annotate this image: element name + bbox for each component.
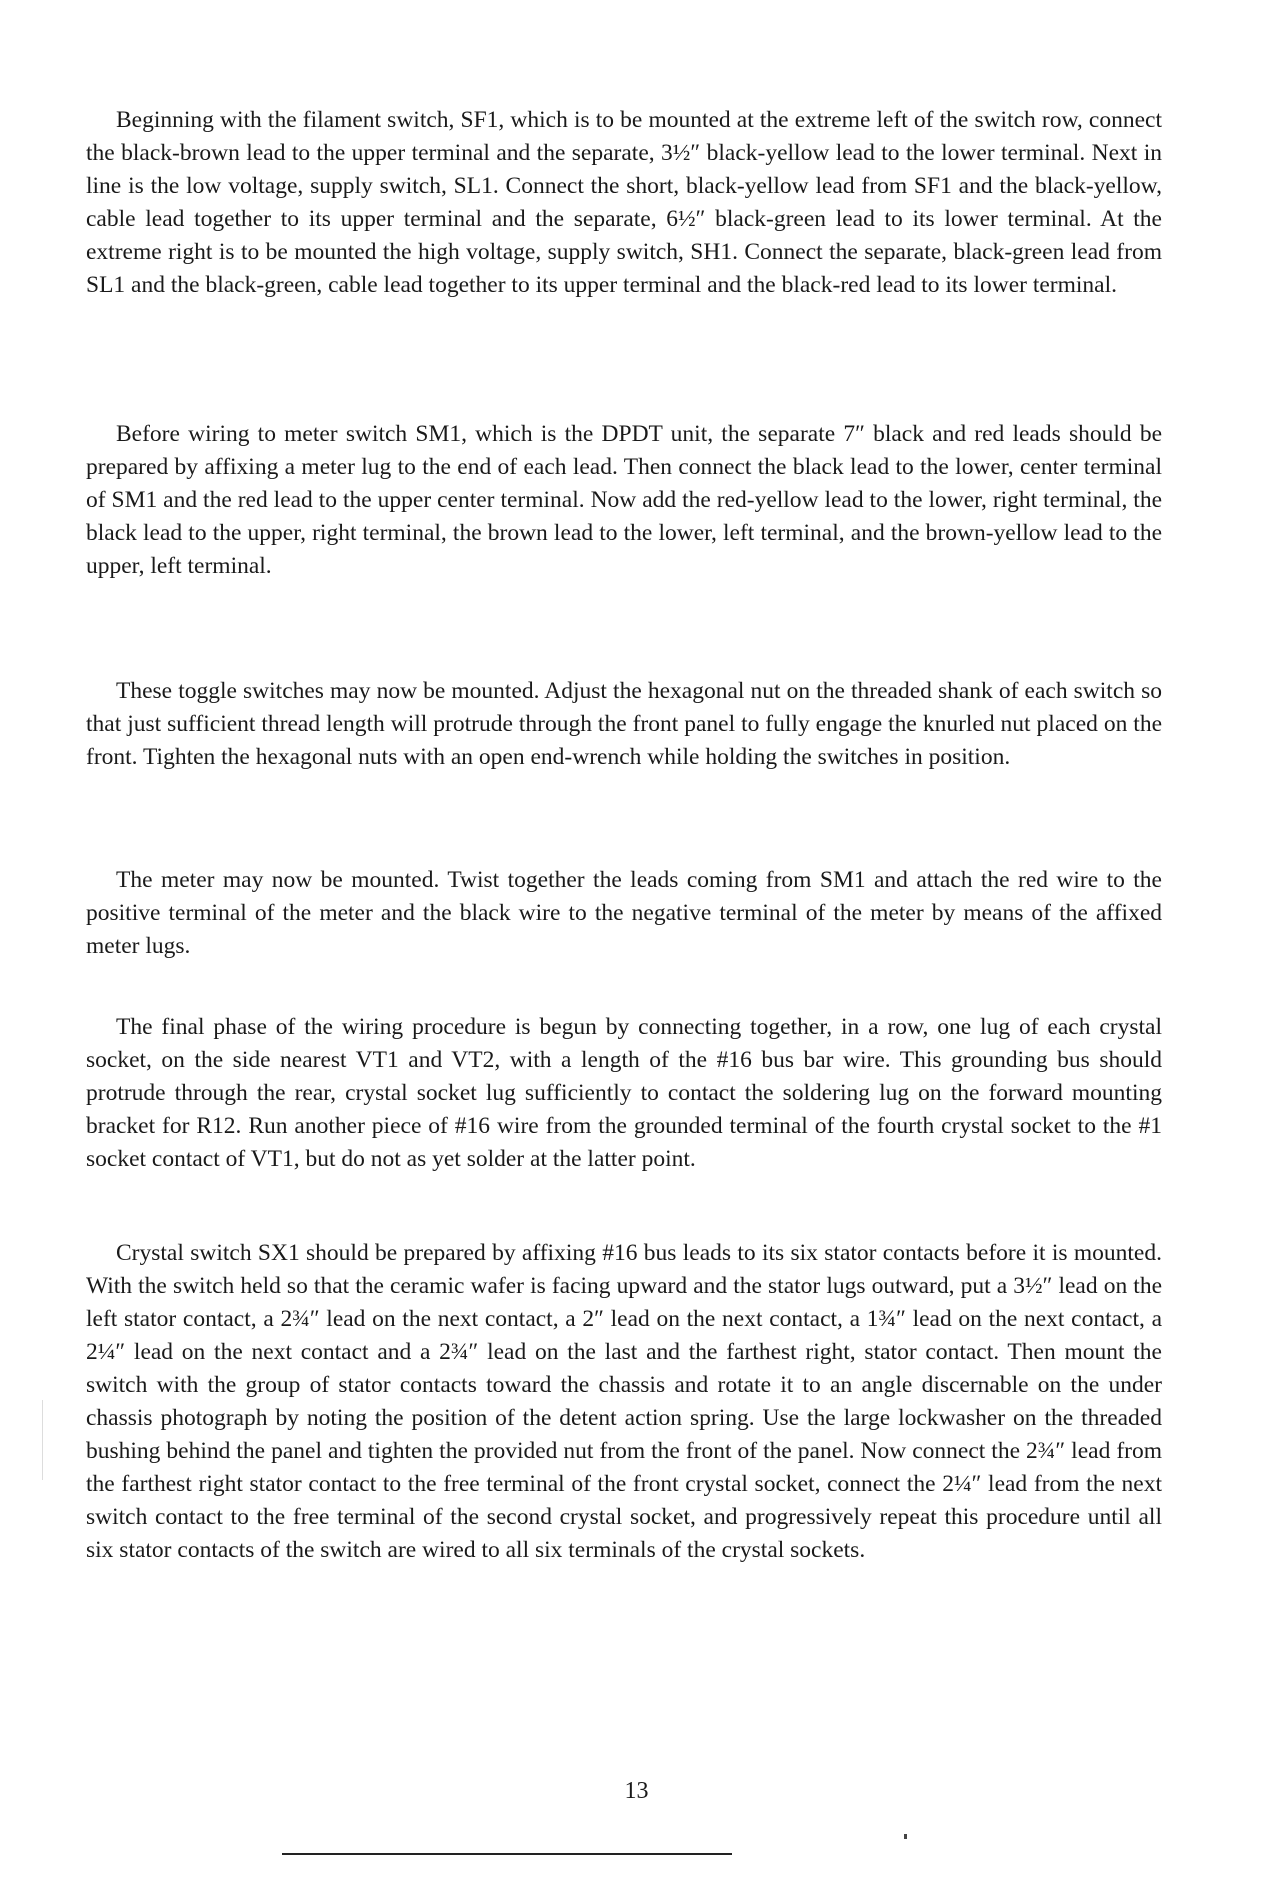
- paragraph-filament-switch: Beginning with the filament switch, SF1, which is to be mounted at the extreme left of the switch row, connect the black-brown lead to the upper terminal and the separate, 3½″ black-yellow lead to the lower terminal. Next in line is the low voltage, supply switch, SL1. Connect the short, black-yellow lead from SF1 and the black-yellow, cable lead together to its upper terminal and the separate, 6½″ black-green lead to its lower terminal. At the extreme right is to be mounted the high voltage, supply switch, SH1. Connect the separate, black-green lead from SL1 and the black-green, cable lead together to its upper terminal and the black-red lead to its lower terminal.: [86, 107, 1162, 298]
- paragraph-toggle-mounting: These toggle switches may now be mounted. Adjust the hexagonal nut on the threaded shank of each switch so that just sufficient thread length will protrude through the front panel to fully engage the knurled nut placed on the front. Tighten the hexagonal nuts with an open end-wrench while holding the switches in position.: [86, 678, 1162, 770]
- scan-margin-mark: [42, 1400, 43, 1480]
- scan-speck: [904, 1834, 907, 1839]
- paragraph-crystal-switch: Crystal switch SX1 should be prepared by affixing #16 bus leads to its six stator contacts before it is mounted. With the switch held so that the ceramic wafer is facing upward and the stator lugs outward, put a 3½″ lead on the left stator contact, a 2¾″ lead on the next contact, a 2″ lead on the next contact, a 1¾″ lead on the next contact, a 2¼″ lead on the next contact and a 2¾″ lead on the last and the farthest right, stator contact. Then mount the switch with the group of stator contacts toward the chassis and rotate it to an angle discernable on the under chassis photograph by noting the position of the detent action spring. Use the large lockwasher on the threaded bushing behind the panel and tighten the provided nut from the front of the panel. Now connect the 2¾″ lead from the farthest right stator contact to the free terminal of the front crystal socket, connect the 2¼″ lead from the next switch contact to the free terminal of the second crystal socket, and progressively repeat this procedure until all six stator contacts of the switch are wired to all six terminals of the crystal sockets.: [86, 1240, 1162, 1563]
- footer-rule: [282, 1853, 732, 1855]
- paragraph-meter-switch: Before wiring to meter switch SM1, which is the DPDT unit, the separate 7″ black and red leads should be prepared by affixing a meter lug to the end of each lead. Then connect the black lead to the lower, center terminal of SM1 and the red lead to the upper center terminal. Now add the red-yellow lead to the lower, right terminal, the black lead to the upper, right terminal, the brown lead to the lower, left terminal, and the brown-yellow lead to the upper, left terminal.: [86, 421, 1162, 579]
- paragraph-final-phase: The final phase of the wiring procedure is begun by connecting together, in a row, one lug of each crystal socket, on the side nearest VT1 and VT2, with a length of the #16 bus bar wire. This grounding bus should protrude through the rear, crystal socket lug sufficiently to contact the soldering lug on the forward mounting bracket for R12. Run another piece of #16 wire from the grounded terminal of the fourth crystal socket to the #1 socket contact of VT1, but do not as yet solder at the latter point.: [86, 1014, 1162, 1172]
- page-number: 13: [624, 1778, 649, 1804]
- paragraph-meter-mounting: The meter may now be mounted. Twist together the leads coming from SM1 and attach the red wire to the positive terminal of the meter and the black wire to the negative terminal of the meter by means of the affixed meter lugs.: [86, 867, 1162, 959]
